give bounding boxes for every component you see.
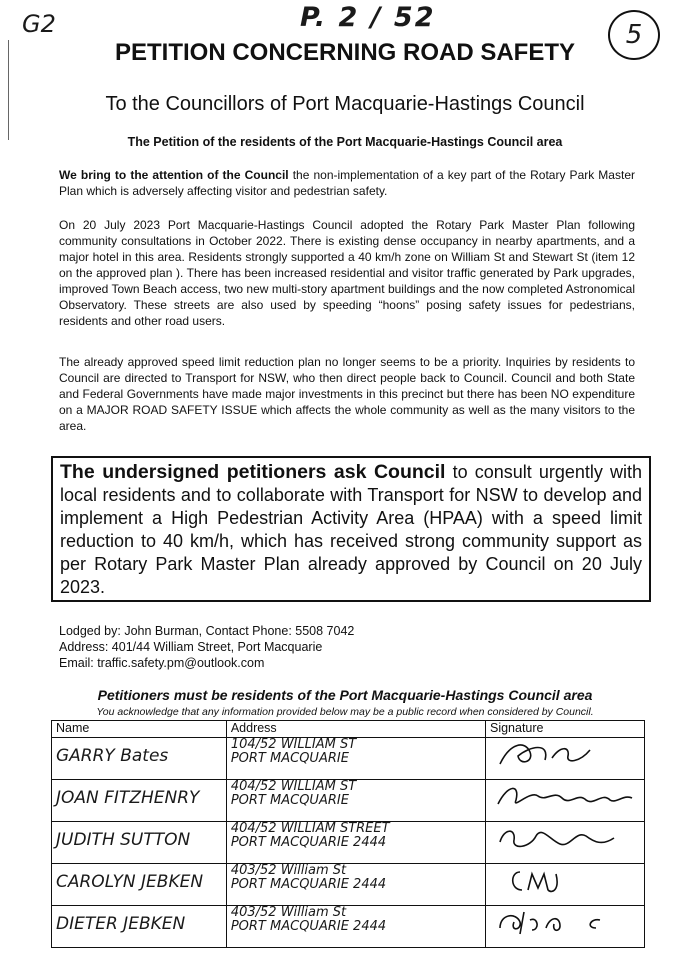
signer-name: GARRY Bates (52, 738, 227, 780)
signer-address (226, 864, 485, 906)
handwritten-signature (490, 906, 640, 936)
handwritten-signature (490, 738, 640, 768)
signature-cell (485, 780, 644, 822)
signer-address-line2: PORT MACQUARIE 2444 (230, 877, 387, 892)
handwritten-page-reference: P. 2 / 52 (300, 2, 436, 33)
paragraph-issue: The already approved speed limit reduction plan no longer seems to be a priority. Inquiries by residents to Council are directed to Transport for NSW, who then direct people back to Council. Council and both State and Federal Governments have made major investments in this precinct but there has been NO expenditure on a MAJOR ROAD SAFETY ISSUE which affects the whole community as well as the many visitors to the area. (59, 355, 635, 433)
signer-address-line1: 104/52 WILLIAM ST (230, 737, 357, 752)
lodged-by: Lodged by: John Burman, Contact Phone: 5508 7042 (59, 624, 355, 638)
paragraph-attention (59, 167, 635, 199)
table-row (52, 738, 645, 780)
signer-address-line2: PORT MACQUARIE (230, 793, 349, 808)
handwritten-circled-number: 5 (608, 10, 660, 60)
signer-address-line1: 404/52 WILLIAM ST (230, 779, 357, 794)
signer-address-line1: 403/52 William St (230, 863, 347, 878)
signer-address (226, 822, 485, 864)
column-header-name: Name (52, 721, 227, 738)
signer-name: DIETER JEBKEN (52, 906, 227, 948)
petition-request-text: to consult urgently with local residents and to collaborate with Transport for NSW to develop and implement a High Pedestrian Activity Area (HPAA) with a speed limit reduction to 40 km/h, which has received strong community support as per Rotary Park Master Plan already approved by Council on 20 July 2023. (60, 462, 642, 597)
signature-cell (485, 738, 644, 780)
signer-address (226, 738, 485, 780)
signer-name: JOAN FITZHENRY (52, 780, 227, 822)
petition-request-lead: The undersigned petitioners ask Council (60, 461, 446, 483)
table-row (52, 780, 645, 822)
signer-address-line2: PORT MACQUARIE 2444 (230, 835, 387, 850)
paragraph-background: On 20 July 2023 Port Macquarie-Hastings Council adopted the Rotary Park Master Plan following community consultations in October 2022. There is existing dense occupancy in nearby apartments, and a major hotel in this area. Residents strongly supported a 40 km/h zone on William St and Stewart St (item 12 on the approved plan ). There has been increased residential and visitor traffic generated by Park upgrades, improved Town Beach access, two new multi-story apartment buildings and the now completed Astronomical Observatory. These streets are also used by speeding “hoons” posing safety issues for pedestrians, residents and other road users. (59, 218, 635, 328)
signer-address-line2: PORT MACQUARIE 2444 (230, 919, 387, 934)
signature-table (51, 720, 645, 948)
column-header-signature: Signature (485, 721, 644, 738)
signer-address (226, 780, 485, 822)
signature-cell (485, 906, 644, 948)
petition-request-box (51, 456, 651, 602)
signer-address-line2: PORT MACQUARIE (230, 751, 349, 766)
signer-address-line1: 404/52 WILLIAM STREET (230, 821, 390, 836)
signature-cell (485, 864, 644, 906)
lodged-email: Email: traffic.safety.pm@outlook.com (59, 656, 265, 670)
paragraph-attention-lead: We bring to the attention of the Council (59, 168, 289, 182)
paragraph-attention-text: the non-implementation of a key part of the Rotary Park Master Plan which is adversely affecting visitor and pedestrian safety. (59, 168, 635, 198)
table-header-row (52, 721, 645, 738)
handwritten-corner-note: G2 (22, 10, 56, 38)
signer-name: JUDITH SUTTON (52, 822, 227, 864)
residency-notice: Petitioners must be residents of the Port Macquarie-Hastings Council area (97, 687, 593, 703)
handwritten-signature (490, 822, 640, 852)
petition-subtitle: To the Councillors of Port Macquarie-Hastings Council (105, 93, 585, 115)
signer-address-line1: 403/52 William St (230, 905, 347, 920)
handwritten-signature (490, 864, 640, 894)
lodged-address: Address: 401/44 William Street, Port Macquarie (59, 640, 323, 654)
table-row (52, 822, 645, 864)
table-row (52, 906, 645, 948)
column-header-address: Address (226, 721, 485, 738)
petition-of-residents: The Petition of the residents of the Port Macquarie-Hastings Council area (127, 135, 563, 149)
signature-cell (485, 822, 644, 864)
signer-name: CAROLYN JEBKEN (52, 864, 227, 906)
signer-address (226, 906, 485, 948)
petition-title: PETITION CONCERNING ROAD SAFETY (114, 39, 576, 66)
handwritten-signature (490, 780, 640, 810)
public-record-acknowledgement: You acknowledge that any information provided below may be a public record when considered by Council. (96, 706, 594, 718)
table-row (52, 864, 645, 906)
